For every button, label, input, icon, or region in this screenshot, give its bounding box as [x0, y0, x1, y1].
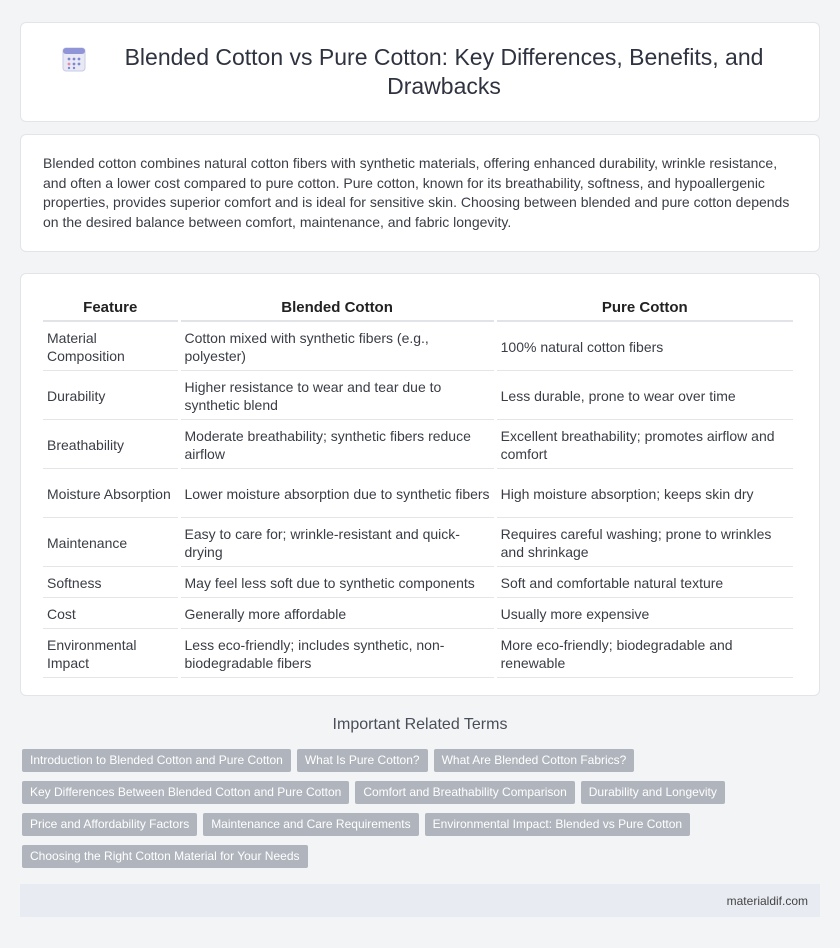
related-terms-heading: Important Related Terms — [332, 716, 508, 733]
pure-cell: Excellent breathability; promotes airflow and comfort — [497, 420, 793, 469]
feature-cell: Breathability — [43, 420, 178, 469]
pure-cell: Requires careful washing; prone to wrinkles and shrinkage — [497, 518, 793, 567]
table-row — [43, 371, 793, 420]
pure-cell: 100% natural cotton fibers — [497, 322, 793, 371]
table-row — [43, 567, 793, 598]
header-feature: Feature — [43, 296, 178, 322]
blended-cell: Less eco-friendly; includes synthetic, non-biodegradable fibers — [181, 629, 494, 678]
related-term-tag[interactable]: Choosing the Right Cotton Material for Your Needs — [22, 845, 308, 868]
footer — [20, 884, 820, 917]
blended-cell: Generally more affordable — [181, 598, 494, 629]
table-row — [43, 420, 793, 469]
table-row — [43, 598, 793, 629]
blended-cell: Cotton mixed with synthetic fibers (e.g., polyester) — [181, 322, 494, 371]
related-term-tag[interactable]: Environmental Impact: Blended vs Pure Cotton — [425, 813, 690, 836]
comparison-table — [40, 296, 796, 678]
pure-cell: Usually more expensive — [497, 598, 793, 629]
feature-cell: Environmental Impact — [43, 629, 178, 678]
related-term-tag[interactable]: Key Differences Between Blended Cotton and Pure Cotton — [22, 781, 349, 804]
blended-cell: Lower moisture absorption due to synthetic fibers — [181, 469, 494, 518]
header-blended-cotton: Blended Cotton — [181, 296, 494, 322]
table-row — [43, 469, 793, 518]
related-term-tag[interactable]: Maintenance and Care Requirements — [203, 813, 418, 836]
pure-cell: Less durable, prone to wear over time — [497, 371, 793, 420]
table-row — [43, 322, 793, 371]
blended-cell: Higher resistance to wear and tear due to synthetic blend — [181, 371, 494, 420]
blended-cell: Moderate breathability; synthetic fibers reduce airflow — [181, 420, 494, 469]
pure-cell: Soft and comfortable natural texture — [497, 567, 793, 598]
table-row — [43, 518, 793, 567]
related-term-tag[interactable]: Price and Affordability Factors — [22, 813, 197, 836]
comparison-table-card — [20, 273, 820, 696]
feature-cell: Cost — [43, 598, 178, 629]
feature-cell: Maintenance — [43, 518, 178, 567]
blended-cell: May feel less soft due to synthetic components — [181, 567, 494, 598]
document-icon — [61, 45, 87, 73]
related-terms-list — [22, 749, 822, 868]
blended-cell: Easy to care for; wrinkle-resistant and quick-drying — [181, 518, 494, 567]
related-term-tag[interactable]: Comfort and Breathability Comparison — [355, 781, 574, 804]
pure-cell: High moisture absorption; keeps skin dry — [497, 469, 793, 518]
intro-paragraph: Blended cotton combines natural cotton fibers with synthetic materials, offering enhanced durability, wrinkle resistance, and often a lower cost compared to pure cotton. Pure cotton, known for its breathability, softness, and hypoallergenic properties, provides superior comfort and is ideal for sensitive skin. Choosing between blended and pure cotton depends on the desired balance between comfort, maintenance, and fabric longevity. — [43, 155, 790, 230]
title-wrap — [61, 43, 779, 101]
table-row — [43, 629, 793, 678]
related-term-tag[interactable]: Introduction to Blended Cotton and Pure Cotton — [22, 749, 291, 772]
related-term-tag[interactable]: What Are Blended Cotton Fabrics? — [434, 749, 635, 772]
footer-site-link[interactable]: materialdif.com — [726, 894, 808, 908]
table-header-row — [43, 296, 793, 322]
related-term-tag[interactable]: Durability and Longevity — [581, 781, 725, 804]
header-pure-cotton: Pure Cotton — [497, 296, 793, 322]
feature-cell: Softness — [43, 567, 178, 598]
intro-card — [20, 134, 820, 252]
title-card — [20, 22, 820, 122]
pure-cell: More eco-friendly; biodegradable and renewable — [497, 629, 793, 678]
feature-cell: Durability — [43, 371, 178, 420]
page-title: Blended Cotton vs Pure Cotton: Key Differences, Benefits, and Drawbacks — [124, 44, 764, 99]
related-term-tag[interactable]: What Is Pure Cotton? — [297, 749, 428, 772]
feature-cell: Moisture Absorption — [43, 469, 178, 518]
feature-cell: Material Composition — [43, 322, 178, 371]
